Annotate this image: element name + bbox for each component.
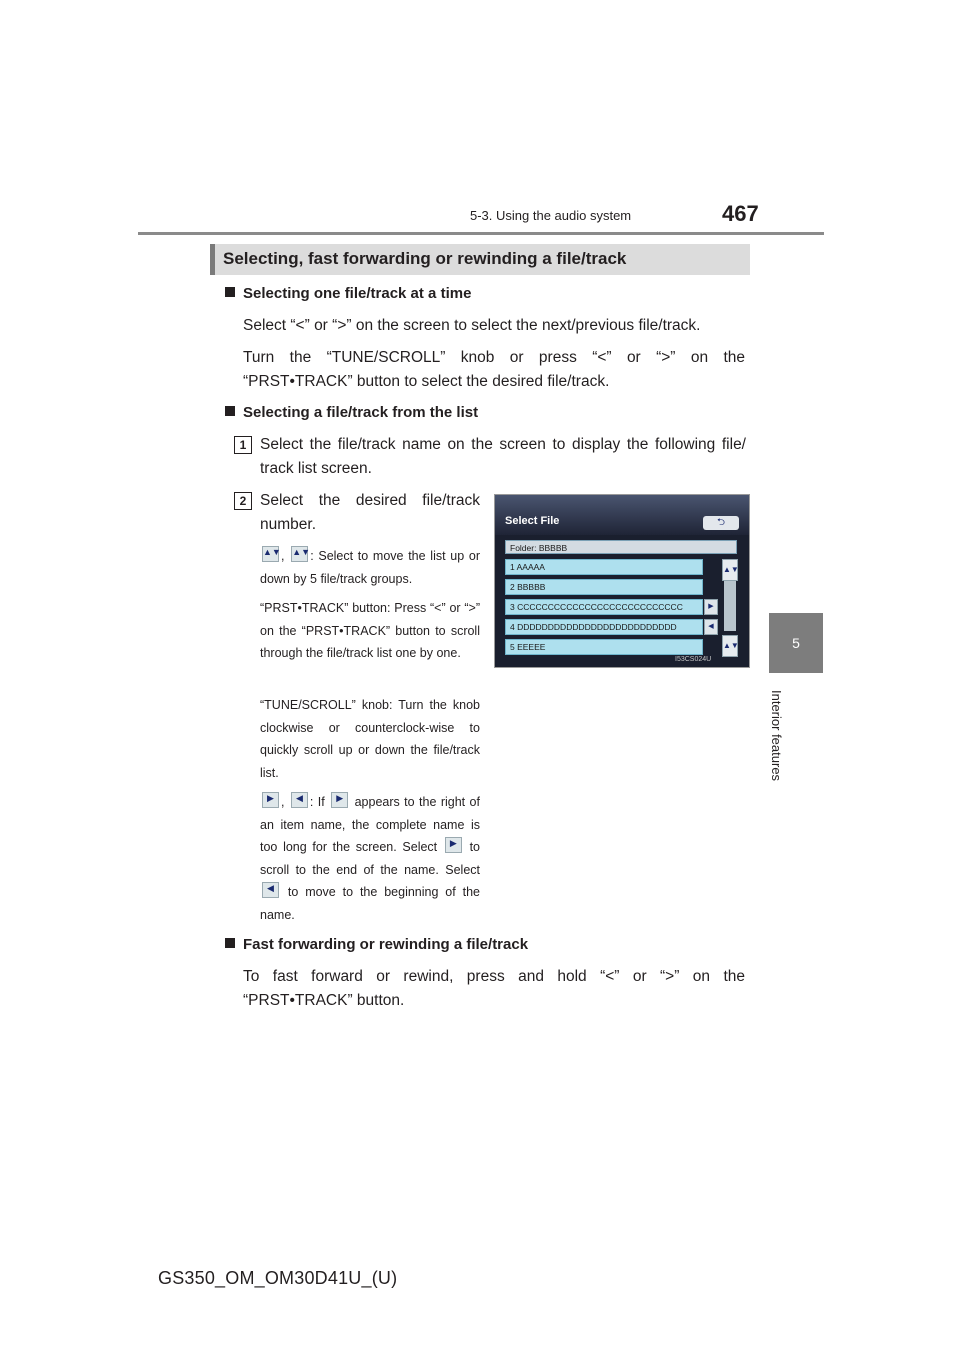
page-up-down-icon: ▲▼ — [722, 635, 738, 657]
step-number: 2 — [234, 492, 252, 510]
file-list-item: 2 BBBBB — [505, 579, 703, 595]
paragraph: Select the desired file/track — [260, 492, 480, 509]
chapter-label: Interior features — [769, 690, 784, 782]
scroll-left-icon: ◀ — [262, 882, 279, 898]
subheading-select-one: Selecting one file/track at a time — [225, 285, 471, 302]
paragraph: track list screen. — [260, 460, 372, 477]
figure-code: I53CS024U — [675, 656, 712, 663]
note-long-name: ▶ , ◀ : If ▶ appears to the right of an item name, the complete name is too long for the screen. Select ▶ to scroll to the end of the name. Select ◀ to move to the beginning of the name. — [260, 793, 480, 922]
section-title-bar — [210, 244, 750, 275]
note-prst-track: “PRST•TRACK” button: Press “<” or “>” on the “PRST•TRACK” button to scroll through the file/track list one by one. — [260, 601, 480, 660]
paragraph: “PRST•TRACK” button to select the desired file/track. — [243, 373, 610, 390]
subheading-select-from-list: Selecting a file/track from the list — [225, 404, 478, 421]
page-scroll-icon: ▲▼ — [291, 546, 308, 562]
step-number: 1 — [234, 436, 252, 454]
note-scroll-buttons: ▲▼ , ▲▼ : Select to move the list up or down by 5 file/track groups. — [260, 547, 480, 586]
scroll-right-icon: ▶ — [445, 837, 462, 853]
document-code-footer: GS350_OM_OM30D41U_(U) — [158, 1268, 398, 1288]
scroll-track — [724, 579, 736, 631]
paragraph: Turn the “TUNE/SCROLL” knob or press “<” or “>” on the — [243, 349, 745, 366]
scroll-left-icon: ◀ — [704, 619, 718, 635]
paragraph: To fast forward or rewind, press and hold “<” or “>” on the — [243, 968, 745, 985]
select-file-screen-figure — [494, 494, 750, 668]
page-number: 467 — [722, 201, 759, 226]
paragraph: Select “<” or “>” on the screen to select the next/previous file/track. — [243, 317, 701, 334]
scroll-right-icon: ▶ — [704, 599, 718, 615]
section-title: Selecting, fast forwarding or rewinding a file/track — [223, 249, 627, 268]
file-list-item: 3 CCCCCCCCCCCCCCCCCCCCCCCCCCC — [505, 599, 703, 615]
paragraph: Select the file/track name on the screen to display the following file/ — [260, 436, 746, 453]
subheading-fast-forward: Fast forwarding or rewinding a file/track — [225, 936, 528, 953]
back-button: ⮌ — [703, 516, 739, 530]
paragraph: number. — [260, 516, 317, 533]
running-header-section: 5-3. Using the audio system — [470, 208, 632, 223]
page-scroll-icon: ▲▼ — [262, 546, 279, 562]
file-list-item: 1 AAAAA — [505, 559, 703, 575]
scroll-left-icon: ◀ — [291, 792, 308, 808]
chapter-tab: 5 — [769, 613, 823, 673]
file-list-item: 5 EEEEE — [505, 639, 703, 655]
bullet-square-icon — [225, 406, 235, 416]
bullet-square-icon — [225, 938, 235, 948]
paragraph: “PRST•TRACK” button. — [243, 992, 405, 1009]
page-up-down-icon: ▲▼ — [722, 559, 738, 581]
bullet-square-icon — [225, 287, 235, 297]
note-tune-scroll: “TUNE/SCROLL” knob: Turn the knob clockwise or counterclock-wise to quickly scroll up or down the file/track list. — [260, 698, 480, 780]
screen-title: Select File — [505, 515, 560, 527]
folder-label: Folder: BBBBB — [505, 540, 737, 554]
header-rule — [138, 232, 824, 235]
scroll-right-icon: ▶ — [262, 792, 279, 808]
file-list-item: 4 DDDDDDDDDDDDDDDDDDDDDDDDDD — [505, 619, 703, 635]
scroll-right-icon: ▶ — [331, 792, 348, 808]
